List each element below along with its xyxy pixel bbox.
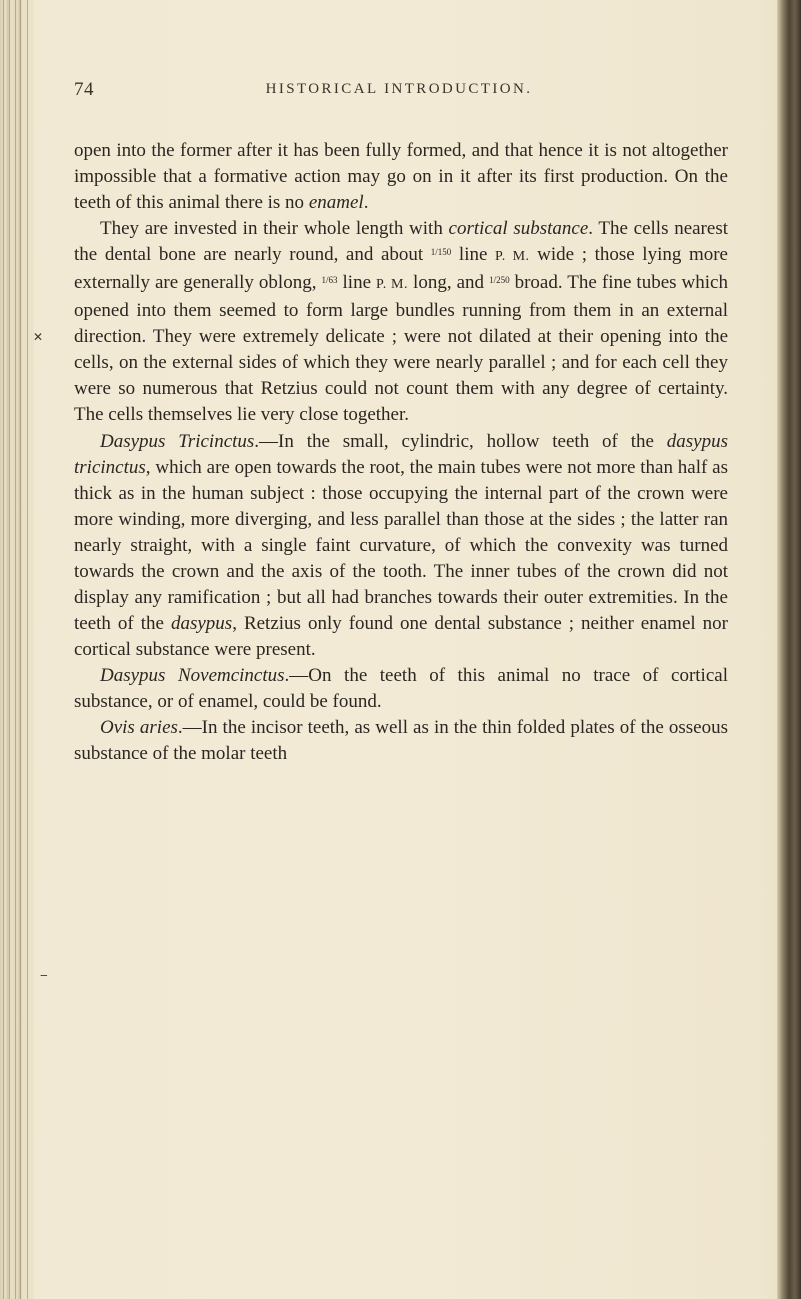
- page-number: 74: [74, 79, 94, 100]
- edge-line: [3, 0, 4, 1299]
- running-head: HISTORICAL INTRODUCTION.: [265, 81, 533, 97]
- margin-mark: ✕: [33, 330, 44, 344]
- paragraph-2: They are invested in their whole length with cortical substance. The cells nearest the dental bone are nearly round, and about $^{1/150}$ line P. M. wide ; those lying more externally are generally oblong, $^{1/63}$ line P. M. long, and $^{1/250}$ broad. The fine tubes which opened into them seemed to form large bundles running from them in an external direction. They were extremely delicate ; were not dilated at their opening into the cells, on the external sides of which they were nearly parallel ; and for each cell they were so numerous that Retzius could not count them with any degree of certainty. The cells themselves lie very close together.: [74, 218, 728, 426]
- margin-mark: ‒: [40, 968, 48, 982]
- section-heading: Dasypus Tricinctus: [100, 430, 255, 452]
- left-binding-edge: [0, 0, 34, 1299]
- paragraph-5: Ovis aries.—In the incisor teeth, as well as in the thin folded plates of the osseous substance of the molar teeth: [74, 717, 728, 765]
- paragraph-1: open into the former after it has been fully formed, and that hence it is not altogether impossible that a formative action may go on in it after its first production. On the teeth of this animal there is no enamel.: [74, 140, 728, 214]
- body-text: [74, 138, 728, 767]
- section-heading: Ovis aries: [100, 717, 178, 739]
- fraction: 1/150: [430, 247, 452, 258]
- edge-line: [15, 0, 16, 1299]
- fraction: 1/63: [321, 275, 338, 286]
- paragraph-3: Dasypus Tricinctus.—In the small, cylindric, hollow teeth of the dasypus tricinctus, which are open towards the root, the main tubes were not more than half as thick as in the human subject : those occupying the internal part of the crown were more winding, more diverging, and less parallel than those at the sides ; the latter ran nearly straight, with a single faint curvature, of which the convexity was turned towards the crown and the axis of the tooth. The inner tubes of the crown did not display any ramification ; but all had branches towards their outer extremities. In the teeth of the dasypus, Retzius only found one dental substance ; neither enamel nor cortical substance were present.: [74, 430, 728, 660]
- section-heading: Dasypus Novemcinctus: [100, 664, 285, 686]
- right-binding-edge: [777, 0, 801, 1299]
- edge-line: [9, 0, 10, 1299]
- edge-line: [20, 0, 21, 1299]
- page-header: [74, 79, 724, 107]
- edge-line: [27, 0, 28, 1299]
- fraction: 1/250: [489, 275, 510, 286]
- paragraph-4: Dasypus Novemcinctus.—On the teeth of this animal no trace of cortical substance, or of enamel, could be found.: [74, 664, 728, 712]
